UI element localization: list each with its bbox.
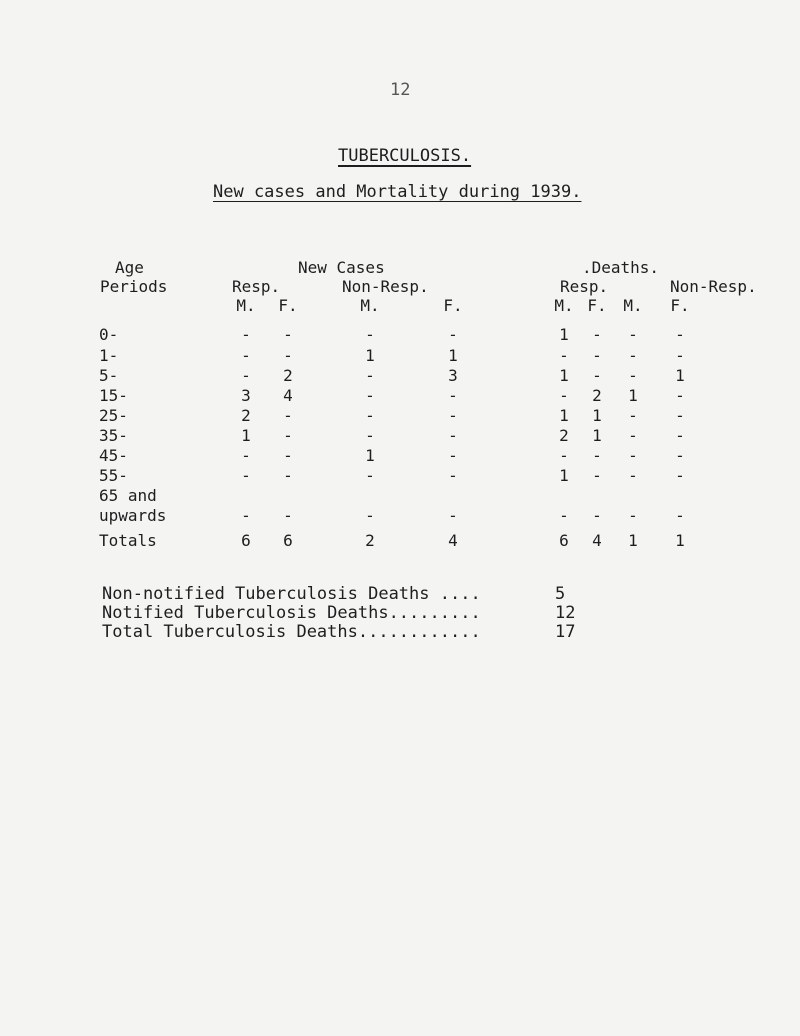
table-cell: - [628, 466, 638, 485]
totals-cell: 1 [675, 531, 685, 550]
table-cell: 1 [559, 466, 569, 485]
table-cell: 1 [559, 406, 569, 425]
header-deaths-resp: Resp. [560, 277, 609, 296]
table-cell: 1 [365, 446, 375, 465]
table-cell: 1 [559, 325, 569, 344]
table-cell: - [283, 406, 293, 425]
table-cell: 2 [592, 386, 602, 405]
header-new-cases: New Cases [298, 258, 385, 277]
sex-label: F. [278, 296, 298, 315]
table-cell: - [283, 325, 293, 344]
row-age: 5- [99, 366, 119, 385]
summary-value-notified: 12 [555, 603, 576, 623]
table-cell: - [283, 346, 293, 365]
header-deaths: .Deaths. [582, 258, 660, 277]
table-cell: - [675, 506, 685, 525]
table-cell: - [592, 466, 602, 485]
totals-cell: 2 [365, 531, 375, 550]
sex-label: F. [587, 296, 607, 315]
row-age: 25- [99, 406, 128, 425]
table-cell: 1 [592, 426, 602, 445]
table-cell: - [675, 386, 685, 405]
table-cell: - [365, 466, 375, 485]
sex-label: F. [670, 296, 690, 315]
table-cell: - [448, 426, 458, 445]
table-cell: - [592, 346, 602, 365]
table-cell: - [628, 426, 638, 445]
table-cell: - [592, 366, 602, 385]
table-cell: 2 [241, 406, 251, 425]
summary-label-non-notified: Non-notified Tuberculosis Deaths .... [102, 584, 481, 604]
table-cell: - [241, 325, 251, 344]
table-cell: 1 [241, 426, 251, 445]
table-cell: 1 [559, 366, 569, 385]
table-cell: - [628, 325, 638, 344]
page-number: 12 [390, 80, 411, 100]
header-new-resp: Resp. [232, 277, 281, 296]
table-cell: - [592, 446, 602, 465]
table-cell: - [448, 506, 458, 525]
row-age: 65 and [99, 486, 157, 505]
table-cell: - [283, 446, 293, 465]
row-age: 15- [99, 386, 128, 405]
sex-label: M. [554, 296, 574, 315]
totals-label: Totals [99, 531, 157, 550]
table-cell: - [365, 366, 375, 385]
table-cell: - [365, 406, 375, 425]
table-cell: - [559, 346, 569, 365]
table-cell: 4 [283, 386, 293, 405]
table-cell: - [628, 406, 638, 425]
table-cell: 1 [365, 346, 375, 365]
table-cell: - [283, 466, 293, 485]
totals-cell: 6 [283, 531, 293, 550]
table-cell: - [241, 506, 251, 525]
table-cell: - [241, 446, 251, 465]
totals-cell: 4 [448, 531, 458, 550]
table-cell: - [628, 446, 638, 465]
table-cell: - [448, 406, 458, 425]
table-cell: - [675, 346, 685, 365]
table-cell: - [628, 346, 638, 365]
sex-label: F. [443, 296, 463, 315]
table-cell: 3 [448, 366, 458, 385]
header-new-nonresp: Non-Resp. [342, 277, 429, 296]
table-cell: 1 [675, 366, 685, 385]
table-cell: - [365, 506, 375, 525]
table-cell: - [448, 386, 458, 405]
totals-cell: 6 [241, 531, 251, 550]
totals-cell: 4 [592, 531, 602, 550]
summary-label-total: Total Tuberculosis Deaths............ [102, 622, 481, 642]
sex-label: M. [360, 296, 380, 315]
table-cell: 1 [628, 386, 638, 405]
row-age: 0- [99, 325, 119, 344]
table-cell: - [675, 466, 685, 485]
table-cell: 1 [448, 346, 458, 365]
table-cell: - [675, 406, 685, 425]
summary-value-total: 17 [555, 622, 576, 642]
table-cell: - [559, 386, 569, 405]
table-cell: - [283, 506, 293, 525]
table-cell: 1 [592, 406, 602, 425]
table-cell: - [283, 426, 293, 445]
table-cell: 2 [559, 426, 569, 445]
row-age: 45- [99, 446, 128, 465]
table-cell: - [592, 506, 602, 525]
table-cell: 3 [241, 386, 251, 405]
table-cell: - [628, 506, 638, 525]
row-age: 1- [99, 346, 119, 365]
table-cell: - [365, 386, 375, 405]
totals-cell: 1 [628, 531, 638, 550]
document-title: TUBERCULOSIS. [338, 146, 472, 166]
table-cell: - [559, 446, 569, 465]
table-cell: - [241, 346, 251, 365]
table-cell: - [448, 446, 458, 465]
sex-label: M. [236, 296, 256, 315]
table-cell: - [592, 325, 602, 344]
table-cell: - [675, 426, 685, 445]
table-cell: - [448, 466, 458, 485]
summary-value-non-notified: 5 [555, 584, 566, 604]
totals-cell: 6 [559, 531, 569, 550]
table-cell: - [365, 325, 375, 344]
header-deaths-nonresp: Non-Resp. [670, 277, 757, 296]
table-cell: - [241, 466, 251, 485]
header-age: Age [115, 258, 144, 277]
row-age: 55- [99, 466, 128, 485]
table-cell: - [241, 366, 251, 385]
table-cell: - [675, 325, 685, 344]
table-cell: - [675, 446, 685, 465]
table-cell: - [628, 366, 638, 385]
table-cell: - [559, 506, 569, 525]
document-subtitle: New cases and Mortality during 1939. [213, 182, 582, 202]
row-age: 35- [99, 426, 128, 445]
header-periods: Periods [100, 277, 168, 296]
table-cell: 2 [283, 366, 293, 385]
summary-label-notified: Notified Tuberculosis Deaths......... [102, 603, 481, 623]
table-cell: - [448, 325, 458, 344]
table-cell: - [365, 426, 375, 445]
row-age-cont: upwards [99, 506, 167, 525]
sex-label: M. [623, 296, 643, 315]
